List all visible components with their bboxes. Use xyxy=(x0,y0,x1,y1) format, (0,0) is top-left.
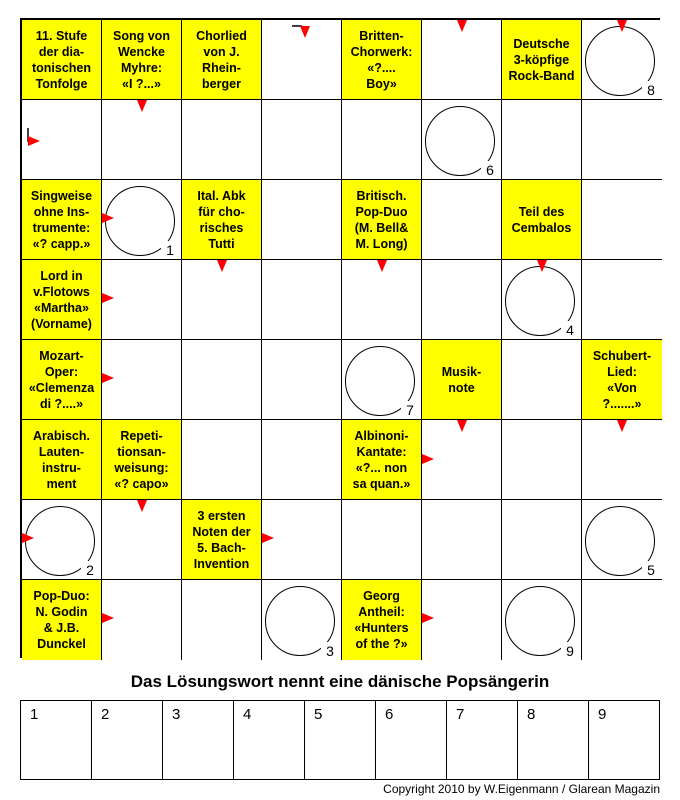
clue-cell xyxy=(182,180,262,260)
grid-cell[interactable] xyxy=(102,340,182,420)
clue-text: Schubert- Lied: «Von ?.......» xyxy=(592,348,652,411)
grid-cell[interactable] xyxy=(182,260,262,340)
clue-text: Singweise ohne Ins- trumente: «? capp.» xyxy=(30,188,93,251)
grid-cell[interactable] xyxy=(422,20,502,100)
grid-cell[interactable] xyxy=(422,260,502,340)
solution-box-number: 1 xyxy=(30,706,39,723)
clue-cell xyxy=(422,340,502,420)
clue-cell xyxy=(22,260,102,340)
arrow-down-icon xyxy=(617,420,629,432)
clue-cell xyxy=(102,420,182,500)
solution-title: Das Lösungswort nennt eine dänische Popsängerin xyxy=(130,672,550,691)
clue-cell xyxy=(102,20,182,100)
solution-index-number: 7 xyxy=(401,401,419,419)
grid-cell[interactable] xyxy=(262,180,342,260)
clue-cell xyxy=(22,580,102,660)
solution-letter-cell[interactable] xyxy=(422,100,502,180)
clue-cell xyxy=(182,20,262,100)
solution-box-number: 5 xyxy=(314,706,323,723)
arrow-right-icon xyxy=(22,533,34,545)
grid-cell[interactable] xyxy=(102,500,182,580)
arrow-down-right-icon xyxy=(26,128,38,140)
grid-cell[interactable] xyxy=(262,260,342,340)
clue-text: Pop-Duo: N. Godin & J.B. Dunckel xyxy=(33,589,90,651)
solution-letter-cell[interactable] xyxy=(502,580,582,660)
solution-letter-cell[interactable] xyxy=(502,260,582,340)
grid-cell[interactable] xyxy=(502,340,582,420)
grid-cell[interactable] xyxy=(422,580,502,660)
arrow-right-icon xyxy=(102,613,114,625)
solution-word-row xyxy=(20,700,660,780)
grid-cell[interactable] xyxy=(582,580,662,660)
solution-index-number: 5 xyxy=(642,561,660,579)
arrow-down-icon xyxy=(617,20,629,32)
grid-cell[interactable] xyxy=(182,580,262,660)
crossword-grid xyxy=(20,18,660,658)
solution-box-number: 8 xyxy=(527,706,536,723)
solution-index-number: 9 xyxy=(561,642,579,660)
clue-text: Mozart- Oper: «Clemenza di ?....» xyxy=(28,348,95,411)
grid-cell[interactable] xyxy=(182,100,262,180)
solution-box-number: 6 xyxy=(385,706,394,723)
solution-box-number: 4 xyxy=(243,706,252,723)
clue-text: Song von Wencke Myhre: «I ?...» xyxy=(113,28,170,91)
solution-box[interactable] xyxy=(447,701,518,779)
arrow-right-icon xyxy=(422,454,434,466)
grid-cell[interactable] xyxy=(342,100,422,180)
solution-letter-cell[interactable] xyxy=(22,500,102,580)
solution-index-number: 8 xyxy=(642,81,660,99)
grid-cell[interactable] xyxy=(102,100,182,180)
arrow-right-icon xyxy=(102,213,114,225)
clue-text: Ital. Abk für cho- risches Tutti xyxy=(197,188,246,251)
solution-box[interactable] xyxy=(518,701,589,779)
arrow-right-icon xyxy=(262,533,274,545)
clue-text: Georg Antheil: «Hunters of the ?» xyxy=(354,589,409,651)
grid-cell[interactable] xyxy=(582,420,662,500)
grid-cell[interactable] xyxy=(582,100,662,180)
solution-letter-cell[interactable] xyxy=(342,340,422,420)
clue-text: 3 ersten Noten der 5. Bach- Invention xyxy=(192,508,251,571)
solution-letter-cell[interactable] xyxy=(102,180,182,260)
solution-box[interactable] xyxy=(163,701,234,779)
solution-box-number: 2 xyxy=(101,706,110,723)
grid-cell[interactable] xyxy=(262,420,342,500)
solution-index-number: 3 xyxy=(321,642,339,660)
clue-cell xyxy=(342,580,422,660)
solution-index-number: 1 xyxy=(161,241,179,259)
grid-cell[interactable] xyxy=(182,420,262,500)
clue-text: Britisch. Pop-Duo (M. Bell& M. Long) xyxy=(354,188,409,251)
clue-text: Britten- Chorwerk: «?.... Boy» xyxy=(350,28,413,91)
grid-cell[interactable] xyxy=(422,180,502,260)
arrow-down-icon xyxy=(217,260,229,272)
arrow-right-icon xyxy=(102,293,114,305)
clue-cell xyxy=(182,500,262,580)
arrow-down-icon xyxy=(377,260,389,272)
clue-cell xyxy=(582,340,662,420)
arrow-right-icon xyxy=(422,613,434,625)
solution-box[interactable] xyxy=(234,701,305,779)
grid-cell[interactable] xyxy=(182,340,262,420)
solution-box[interactable] xyxy=(21,701,92,779)
solution-index-number: 2 xyxy=(81,561,99,579)
clue-cell xyxy=(342,180,422,260)
clue-text: Arabisch. Lauten- instru- ment xyxy=(33,428,90,491)
clue-cell xyxy=(502,180,582,260)
clue-text: Repeti- tionsan- weisung: «? capo» xyxy=(114,428,169,491)
clue-text: Teil des Cembalos xyxy=(511,204,572,235)
copyright-notice: Copyright 2010 by W.Eigenmann / Glarean Magazin xyxy=(383,782,660,796)
grid-cell[interactable] xyxy=(422,420,502,500)
arrow-down-icon xyxy=(137,100,149,112)
grid-cell[interactable] xyxy=(262,340,342,420)
clue-text: 11. Stufe der dia- tonischen Tonfolge xyxy=(31,28,92,91)
grid-cell[interactable] xyxy=(262,100,342,180)
clue-text: Albinoni- Kantate: «?... non sa quan.» xyxy=(352,428,411,491)
grid-cell[interactable] xyxy=(582,180,662,260)
solution-index-number: 6 xyxy=(481,161,499,179)
arrow-right-icon xyxy=(102,373,114,385)
solution-index-number: 4 xyxy=(561,321,579,339)
arrow-down-icon xyxy=(457,420,469,432)
grid-cell[interactable] xyxy=(422,500,502,580)
solution-box[interactable] xyxy=(92,701,163,779)
grid-cell[interactable] xyxy=(502,500,582,580)
clue-cell xyxy=(502,20,582,100)
grid-cell[interactable] xyxy=(502,100,582,180)
clue-text: Deutsche 3-köpfige Rock-Band xyxy=(508,36,575,83)
grid-cell[interactable] xyxy=(102,580,182,660)
grid-cell[interactable] xyxy=(262,20,342,100)
solution-box[interactable] xyxy=(305,701,376,779)
arrow-down-icon xyxy=(457,20,469,32)
solution-letter-cell[interactable] xyxy=(582,20,662,100)
clue-text: Lord in v.Flotows «Martha» (Vorname) xyxy=(31,268,92,331)
solution-letter-cell[interactable] xyxy=(582,500,662,580)
solution-box-number: 9 xyxy=(598,706,607,723)
clue-cell xyxy=(342,20,422,100)
clue-cell xyxy=(22,20,102,100)
solution-box[interactable] xyxy=(589,701,659,779)
arrow-down-icon xyxy=(537,260,549,272)
grid-cell[interactable] xyxy=(262,500,342,580)
clue-cell xyxy=(22,420,102,500)
solution-box[interactable] xyxy=(376,701,447,779)
grid-cell[interactable] xyxy=(342,260,422,340)
grid-cell[interactable] xyxy=(102,260,182,340)
arrow-right-down-icon xyxy=(292,24,304,36)
clue-text: Chorlied von J. Rhein- berger xyxy=(196,28,247,91)
solution-box-number: 3 xyxy=(172,706,181,723)
solution-box-number: 7 xyxy=(456,706,465,723)
grid-cell[interactable] xyxy=(582,260,662,340)
solution-letter-cell[interactable] xyxy=(262,580,342,660)
grid-cell[interactable] xyxy=(22,100,102,180)
grid-cell[interactable] xyxy=(342,500,422,580)
clue-cell xyxy=(342,420,422,500)
clue-cell xyxy=(22,340,102,420)
clue-text: Musik- note xyxy=(441,364,482,395)
arrow-down-icon xyxy=(137,500,149,512)
grid-cell[interactable] xyxy=(502,420,582,500)
clue-cell xyxy=(22,180,102,260)
